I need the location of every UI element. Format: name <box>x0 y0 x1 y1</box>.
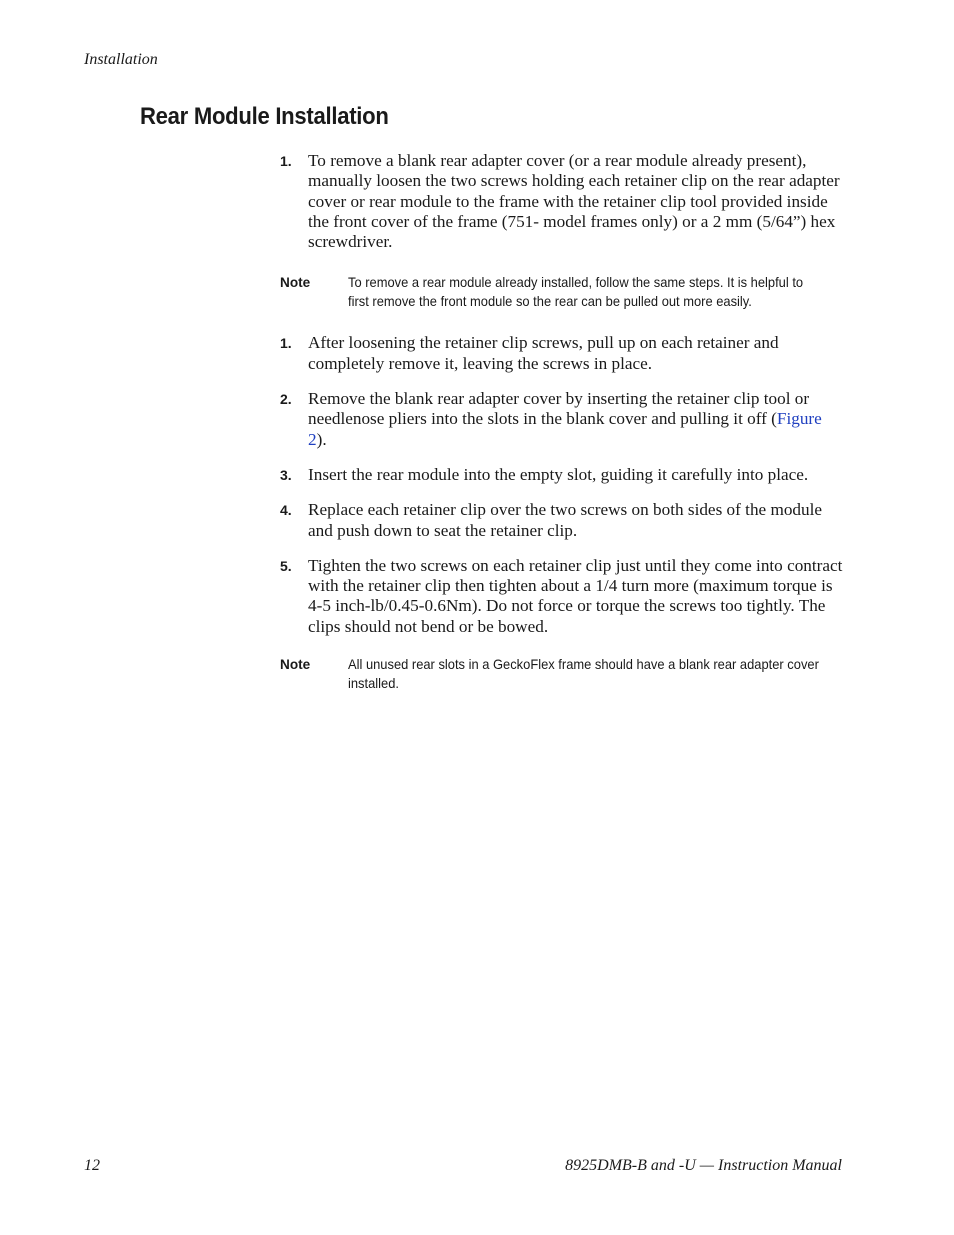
running-header: Installation <box>84 51 158 68</box>
note-label: Note <box>280 657 311 673</box>
figure-2-link[interactable]: Figure 2 <box>308 409 822 449</box>
step-text-part: ). <box>316 429 327 449</box>
manual-title: 8925DMB-B and -U — Instruction Manual <box>565 1157 842 1174</box>
step-text: Insert the rear module into the empty slot, guiding it carefully into place. <box>308 464 809 484</box>
content-body <box>280 151 844 693</box>
step-number: 1. <box>280 335 292 352</box>
section-title: Rear Module Installation <box>140 103 389 130</box>
note-text: All unused rear slots in a GeckoFlex frame should have a blank rear adapter cover installed. <box>348 657 819 692</box>
step-number: 3. <box>280 466 292 483</box>
step-item <box>280 500 844 541</box>
step-number: 1. <box>280 153 292 169</box>
step-item <box>280 465 844 485</box>
step-item <box>280 151 844 252</box>
page-number: 12 <box>84 1157 100 1174</box>
step-number: 2. <box>280 391 292 408</box>
step-text <box>308 389 844 450</box>
step-text: Replace each retainer clip over the two screws on both sides of the module and push down to seat the retainer clip. <box>308 500 823 540</box>
note-block <box>280 655 844 693</box>
step-text: After loosening the retainer clip screws, pull up on each retainer and completely remove it, leaving the screws in place. <box>308 333 779 373</box>
step-item <box>280 389 844 450</box>
step-text-part: Remove the blank rear adapter cover by inserting the retainer clip tool or needlenose pliers into the slots in the blank cover and pulling it off ( <box>308 389 810 429</box>
step-text: Tighten the two screws on each retainer clip just until they come into contract with the retainer clip then tighten about a 1/4 turn more (maximum torque is 4-5 inch-lb/0.45-0.6Nm). Do not force or torque the screws too tightly. The clips should not bend or be bowed. <box>308 555 843 636</box>
step-number: 5. <box>280 557 292 574</box>
step-item <box>280 333 844 374</box>
step-number: 4. <box>280 502 292 519</box>
note-label: Note <box>280 275 311 291</box>
step-item <box>280 556 844 637</box>
note-block <box>280 273 844 311</box>
note-text: To remove a rear module already installed, follow the same steps. It is helpful to first remove the front module so the rear can be pulled out more easily. <box>348 275 804 310</box>
step-text: To remove a blank rear adapter cover (or a rear module already present), manually loosen the two screws holding each retainer clip on the rear adapter cover or rear module to the frame with the retainer clip tool provided inside the front cover of the frame (751- model frames only) or a 2 mm (5/64”) hex screwdriver. <box>308 151 840 252</box>
